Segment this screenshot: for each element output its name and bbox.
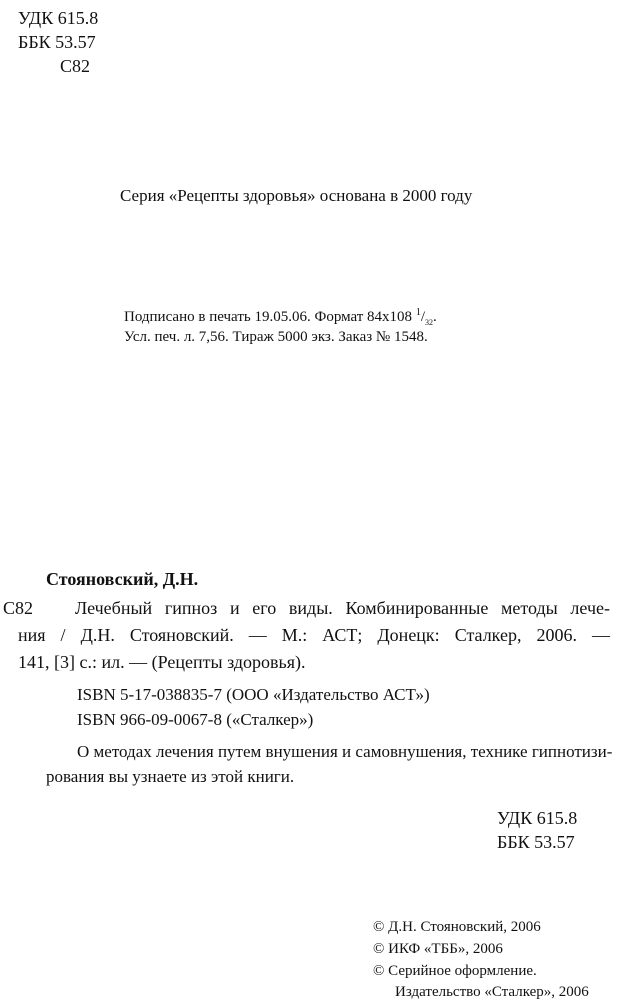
copyright-line4: Издательство «Сталкер», 2006 xyxy=(395,984,589,1000)
header-code: С82 xyxy=(60,56,91,76)
header-udk: УДК 615.8 xyxy=(18,8,99,28)
catalog-desc-line1: Лечебный гипноз и его виды. Комбинированные методы лече- xyxy=(75,598,610,618)
isbn-1: ISBN 5-17-038835-7 (ООО «Издательство АСТ») xyxy=(77,685,430,704)
abstract-line2: рования вы узнаете из этой книги. xyxy=(46,767,295,786)
catalog-code: С82 xyxy=(3,598,34,618)
header-bbk: ББК 53.57 xyxy=(18,32,96,52)
format-denominator: 32 xyxy=(424,318,433,327)
print-info-line1-text: Подписано в печать 19.05.06. Формат 84x108 xyxy=(124,309,413,325)
copyright-line2: © ИКФ «ТББ», 2006 xyxy=(373,941,503,957)
print-info-line2: Усл. печ. л. 7,56. Тираж 5000 экз. Заказ № 1548. xyxy=(124,329,428,345)
classification-udk: УДК 615.8 xyxy=(497,808,578,828)
isbn-2: ISBN 966-09-0067-8 («Сталкер») xyxy=(77,710,314,729)
print-info-line1-suffix: . xyxy=(432,309,437,325)
catalog-author: Стояновский, Д.Н. xyxy=(46,569,199,589)
abstract-line1: О методах лечения путем внушения и самовнушения, технике гипнотизи- xyxy=(77,742,613,761)
series-note: Серия «Рецепты здоровья» основана в 2000 году xyxy=(120,186,473,205)
format-slash: / xyxy=(420,309,425,325)
format-fraction xyxy=(416,309,433,325)
copyright-line1: © Д.Н. Стояновский, 2006 xyxy=(373,919,541,935)
copyright-line3: © Серийное оформление. xyxy=(373,963,537,979)
classification-bbk: ББК 53.57 xyxy=(497,832,575,852)
format-numerator: 1 xyxy=(415,307,421,318)
catalog-desc-line2: ния / Д.Н. Стояновский. — М.: АСТ; Донецк: Сталкер, 2006. — xyxy=(18,625,610,645)
catalog-desc-line3: 141, [3] с.: ил. — (Рецепты здоровья). xyxy=(18,652,306,672)
